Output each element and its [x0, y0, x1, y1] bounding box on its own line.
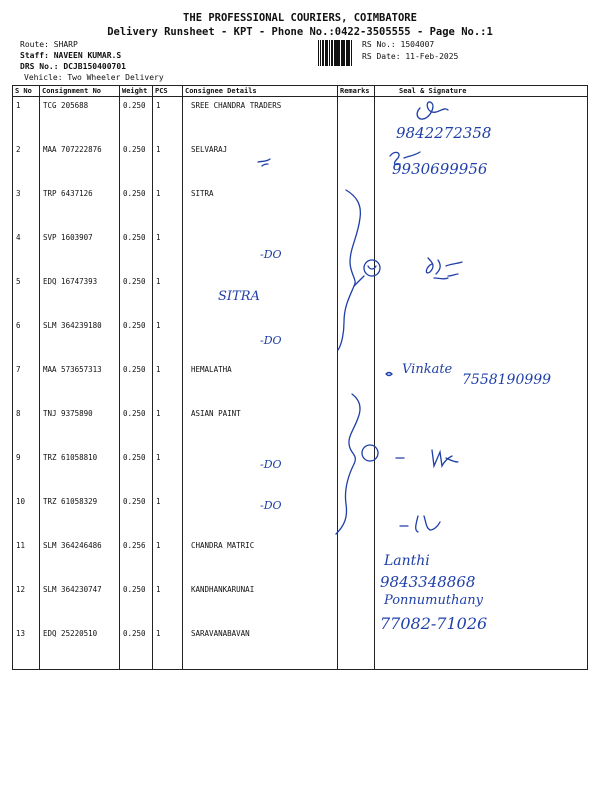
- signature-11: [400, 516, 440, 532]
- handwritten-signature-12: Lanthi: [384, 553, 430, 569]
- col-weight: Weight: [120, 86, 153, 97]
- handwritten-ditto-1: -DO: [260, 248, 282, 261]
- cell-consignee: SITRA: [183, 185, 338, 229]
- cell-consignee: ASIAN PAINT: [183, 405, 338, 449]
- handwritten-phone-12: 9843348868: [380, 573, 476, 591]
- cell-sno: 13: [13, 625, 40, 670]
- cell-sno: 6: [13, 317, 40, 361]
- cell-sno: 12: [13, 581, 40, 625]
- handwritten-phone-1: 9842272358: [396, 124, 492, 142]
- cell-consignment: EDQ 25220510: [40, 625, 120, 670]
- handwritten-ditto-2: -DO: [260, 334, 282, 347]
- handwritten-signature-13: Ponnumuthany: [384, 593, 483, 608]
- cell-pcs: 1: [153, 537, 183, 581]
- cell-sno: 7: [13, 361, 40, 405]
- handwritten-phone-2: 9930699956: [392, 160, 488, 178]
- cell-sno: 11: [13, 537, 40, 581]
- circle-mark-1: [364, 260, 380, 276]
- cell-consignment: TRZ 61058329: [40, 493, 120, 537]
- cell-weight: 0.250: [120, 449, 153, 493]
- cell-pcs: 1: [153, 449, 183, 493]
- cell-consignee: SARAVANABAVAN: [183, 625, 338, 670]
- cell-pcs: 1: [153, 229, 183, 273]
- cell-weight: 0.250: [120, 273, 153, 317]
- staff-value: NAVEEN KUMAR.S: [53, 51, 122, 60]
- col-pcs: PCS: [153, 86, 183, 97]
- cell-consignment: MAA 573657313: [40, 361, 120, 405]
- col-consignee: Consignee Details: [183, 86, 338, 97]
- cell-pcs: 1: [153, 97, 183, 142]
- cell-weight: 0.250: [120, 625, 153, 670]
- handwritten-phone-7: 7558190999: [462, 372, 552, 388]
- cell-consignee: CHANDRA MATRIC: [183, 537, 338, 581]
- cell-consignment: SLM 364230747: [40, 581, 120, 625]
- col-sno: S No: [13, 86, 40, 97]
- cell-sno: 9: [13, 449, 40, 493]
- cell-consignment: MAA 707222876: [40, 141, 120, 185]
- drs-value: DCJB150400701: [63, 62, 126, 71]
- circle-mark-2: [362, 445, 378, 461]
- cell-weight: 0.250: [120, 229, 153, 273]
- col-remarks: Remarks: [338, 86, 375, 97]
- cell-sno: 8: [13, 405, 40, 449]
- handwritten-name-7: Vinkate: [402, 362, 453, 377]
- cell-weight: 0.256: [120, 537, 153, 581]
- cell-consignment: TRZ 61058810: [40, 449, 120, 493]
- cell-sno: 2: [13, 141, 40, 185]
- company-title: THE PROFESSIONAL COURIERS, COIMBATORE: [183, 12, 417, 24]
- handwritten-ditto-4: -DO: [260, 499, 282, 512]
- rs-number: RS No.: 1504007: [362, 40, 435, 49]
- drs-label: DRS No.:: [20, 62, 59, 71]
- cell-consignment: SVP 1603907: [40, 229, 120, 273]
- cell-consignee: KANDHANKARUNAI: [183, 581, 338, 625]
- cell-weight: 0.250: [120, 97, 153, 142]
- cell-weight: 0.250: [120, 405, 153, 449]
- cell-pcs: 1: [153, 361, 183, 405]
- rs-date: RS Date: 11-Feb-2025: [362, 52, 459, 61]
- bracket-line-bottom: [336, 394, 360, 534]
- cell-pcs: 1: [153, 141, 183, 185]
- signature-scribble-1: [417, 102, 448, 119]
- cell-sno: 3: [13, 185, 40, 229]
- cell-sno: 10: [13, 493, 40, 537]
- cell-consignment: SLM 364246486: [40, 537, 120, 581]
- cell-pcs: 1: [153, 405, 183, 449]
- cell-consignment: EDQ 16747393: [40, 273, 120, 317]
- initials-9: [432, 450, 458, 466]
- cell-consignment: TRP 6437126: [40, 185, 120, 229]
- cell-consignment: TNJ 9375890: [40, 405, 120, 449]
- cell-weight: 0.250: [120, 185, 153, 229]
- staff-label: Staff:: [20, 51, 49, 60]
- col-consignment: Consignment No: [40, 86, 120, 97]
- tick-mark-2: [258, 159, 270, 166]
- cell-consignment: TCG 205688: [40, 97, 120, 142]
- vehicle-label: Vehicle: Two Wheeler Delivery: [24, 73, 164, 82]
- cell-consignee: HEMALATHA: [183, 361, 338, 405]
- cell-pcs: 1: [153, 185, 183, 229]
- cell-consignee: SELVARAJ: [183, 141, 338, 185]
- route-label: Route: SHARP: [20, 40, 78, 49]
- signature-7-prefix: [386, 373, 392, 376]
- runsheet-subtitle: Delivery Runsheet - KPT - Phone No.:0422-3505555 - Page No.:1: [107, 26, 493, 38]
- signature-5: [426, 258, 462, 279]
- cell-sno: 4: [13, 229, 40, 273]
- cell-pcs: 1: [153, 317, 183, 361]
- cell-pcs: 1: [153, 625, 183, 670]
- cell-pcs: 1: [153, 493, 183, 537]
- cell-sno: 1: [13, 97, 40, 142]
- cell-consignment: SLM 364239180: [40, 317, 120, 361]
- cell-pcs: 1: [153, 581, 183, 625]
- cell-weight: 0.250: [120, 141, 153, 185]
- cell-weight: 0.250: [120, 493, 153, 537]
- cell-weight: 0.250: [120, 317, 153, 361]
- cell-weight: 0.250: [120, 581, 153, 625]
- handwritten-sitra: SITRA: [218, 289, 260, 304]
- col-signature: Seal & Signature: [375, 86, 588, 97]
- cell-sno: 5: [13, 273, 40, 317]
- bracket-line-top: [338, 190, 360, 350]
- cell-pcs: 1: [153, 273, 183, 317]
- handwritten-phone-13: 77082-71026: [380, 614, 488, 633]
- cell-weight: 0.250: [120, 361, 153, 405]
- cell-consignee: SREE CHANDRA TRADERS: [183, 97, 338, 142]
- handwritten-ditto-3: -DO: [260, 458, 282, 471]
